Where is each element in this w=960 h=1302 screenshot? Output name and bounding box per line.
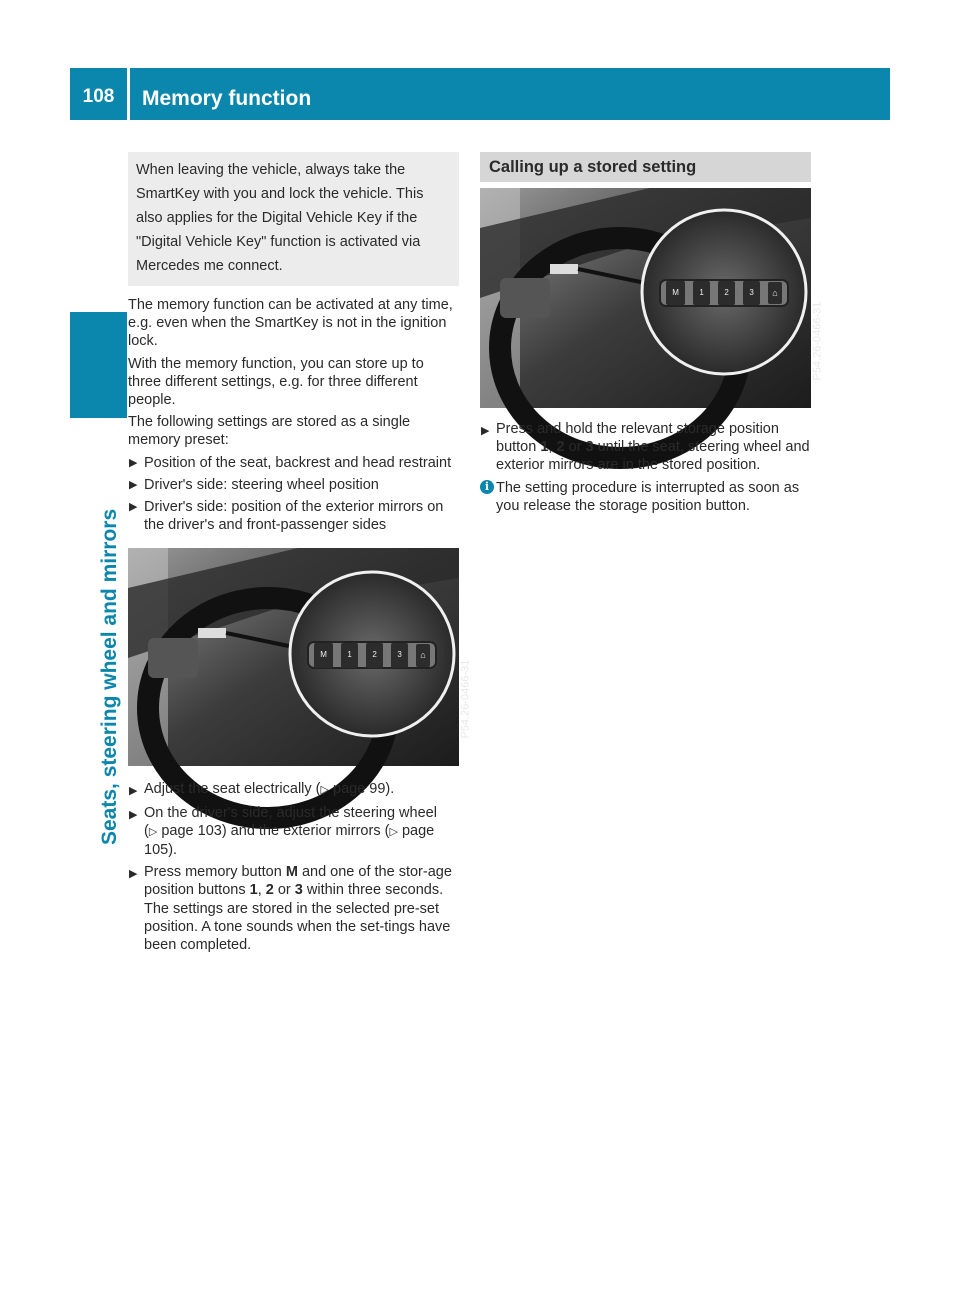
page-ref-icon: ▷ (389, 825, 398, 838)
step-icon: ▶ (129, 808, 138, 821)
step-press-memory: ▶ Press memory button M and one of the stor-age position buttons 1, 2 or 3 within three seconds. The settings are stored in the selected pre-set position. A tone sounds when the set-tings have been completed. (128, 863, 459, 954)
memory-buttons-photo-2 (480, 188, 824, 408)
step-icon: ▶ (481, 425, 490, 437)
side-tab (70, 425, 127, 855)
side-tab-label: Seats, steering wheel and mirrors (98, 508, 121, 845)
info-note (480, 479, 811, 515)
right-column (480, 152, 824, 515)
seat-icon: ⌂ (768, 282, 781, 304)
page-ref-icon: ▷ (320, 784, 329, 797)
step-press-hold: ▶ Press and hold the relevant storage position button 1, 2 or 3 until the seat, steering wheel and exterior mirrors are in the stored position. (481, 421, 810, 474)
side-tab-marker (70, 312, 127, 418)
page-number: 108 (82, 86, 115, 107)
memory-button-2: 2 (366, 643, 382, 667)
storage-paragraph: With the memory function, you can store up to three different settings, e.g. for three different people. (128, 355, 424, 409)
memory-button-1: 1 (693, 281, 709, 305)
step-icon: ▶ (129, 868, 138, 881)
header-divider (127, 68, 130, 120)
memory-buttons-photo (128, 548, 472, 766)
settings-list (128, 454, 459, 535)
settings-paragraph: The following settings are stored as a single memory preset: (128, 414, 411, 449)
seat-icon: ⌂ (416, 644, 429, 666)
memory-button-1: 1 (341, 643, 357, 667)
info-icon: i (480, 480, 494, 494)
step-icon: ▶ (129, 785, 138, 798)
step-adjust-seat: ▶ Adjust the seat electrically (▷ page 99). (128, 780, 459, 799)
bullet-icon: ▶ (129, 501, 138, 514)
info-text: The setting procedure is interrupted as soon as you release the storage position button. (496, 479, 800, 514)
memory-button-2: 2 (718, 281, 734, 305)
step-adjust-wheel-mirrors: ▶ On the driver's side, adjust the steering wheel (▷ page 103) and the exterior mirrors (▷ page 105). (129, 804, 437, 859)
memory-button-3: 3 (743, 281, 759, 305)
image-code: P54.26-0466-31 (459, 659, 472, 739)
list-item: ▶ Driver's side: position of the exterior mirrors on the driver's and front-passenger sides (129, 499, 444, 534)
list-item: ▶ Position of the seat, backrest and head restraint (129, 454, 452, 471)
bullet-icon: ▶ (129, 456, 138, 469)
list-item: ▶ Driver's side: steering wheel position (129, 476, 379, 493)
page-link[interactable]: page 99 (333, 781, 386, 798)
page-title: Memory function (142, 87, 312, 110)
page-link[interactable]: page 105 (144, 822, 435, 859)
note-box: When leaving the vehicle, always take the SmartKey with you and lock the vehicle. This also applies for the Digital Vehicle Key if the "Digital Vehicle Key" function is activated via Mercedes me connect. (128, 152, 459, 286)
page-ref-icon: ▷ (148, 825, 158, 838)
left-column (128, 152, 472, 958)
memory-button-3: 3 (391, 643, 407, 667)
memory-button-m: M (314, 643, 333, 667)
bullet-icon: ▶ (129, 478, 138, 491)
step-result: The settings are stored in the selected pre-set position. A tone sounds when the set-tings have been completed. (144, 900, 451, 954)
memory-button-m: M (666, 281, 685, 305)
section-heading: Calling up a stored setting (480, 152, 811, 182)
image-code: P54.26-0466-31 (811, 301, 824, 381)
intro-paragraph: The memory function can be activated at any time, e.g. even when the SmartKey is not in the ignition lock. (128, 297, 453, 350)
page-link[interactable]: page 103 (161, 822, 222, 839)
